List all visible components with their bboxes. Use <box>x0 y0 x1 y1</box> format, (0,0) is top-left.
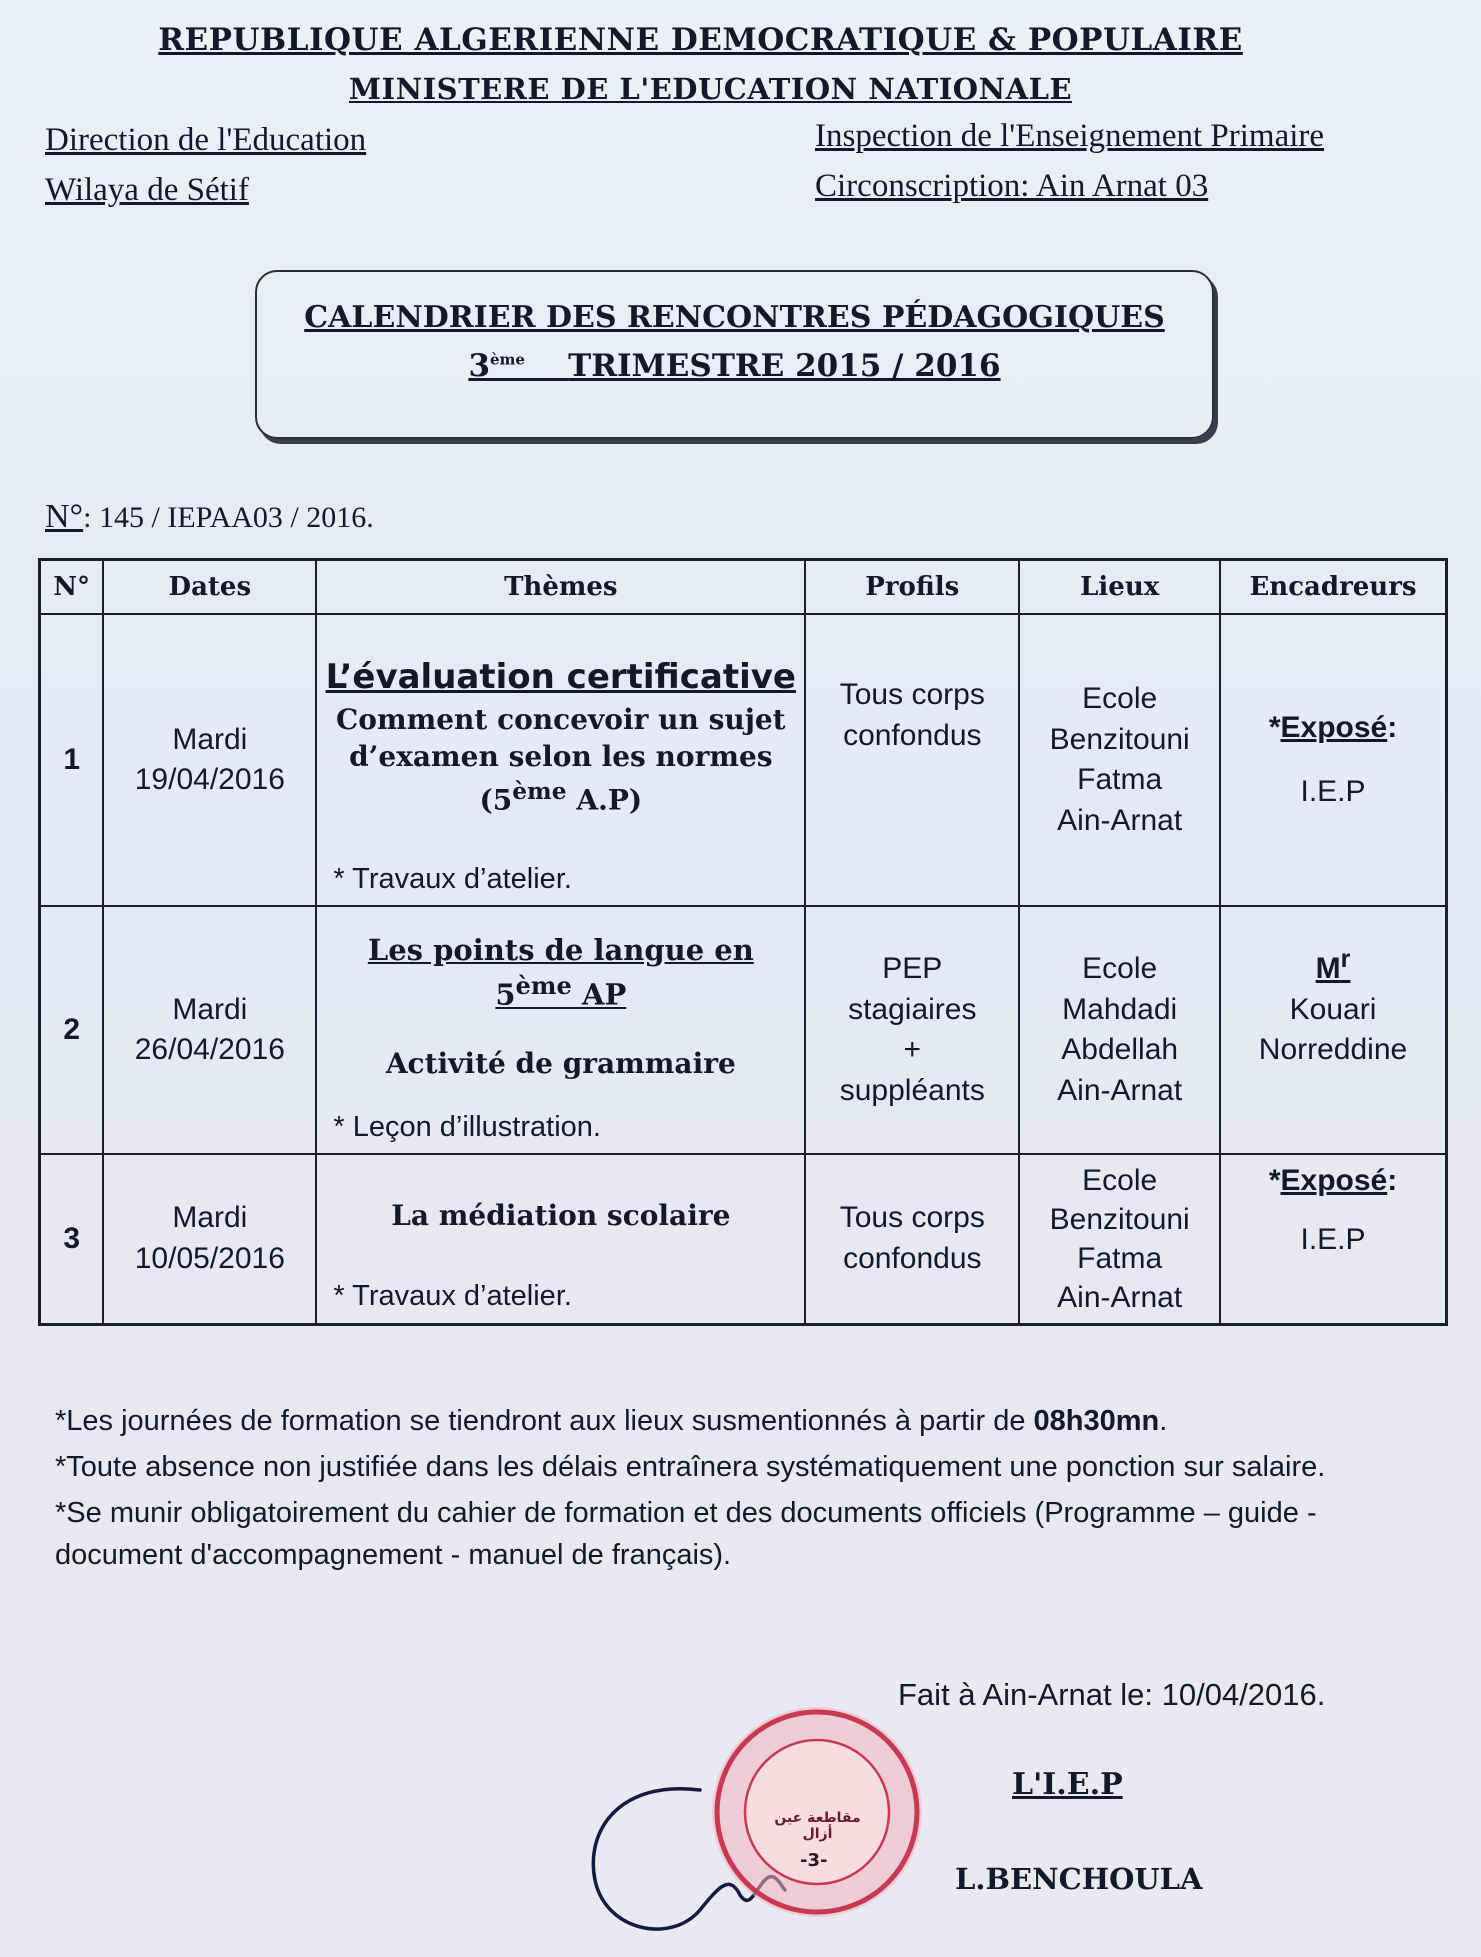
theme-sub-1: Comment concevoir un sujet <box>336 702 786 736</box>
theme-title-sup: ème <box>515 971 572 1001</box>
note-1 <box>55 1400 1435 1442</box>
row-encadreur <box>1220 614 1446 906</box>
lieu-line: Benzitouni <box>1049 1202 1190 1236</box>
row-day: Mardi <box>172 992 248 1026</box>
table-row <box>40 1154 1447 1324</box>
theme-sub-1: Activité de grammaire <box>385 1047 736 1081</box>
theme-note: * Travaux d’atelier. <box>333 1280 572 1313</box>
row-profil <box>805 614 1019 906</box>
lieu-line: Ecole <box>1082 952 1158 985</box>
place-date: Fait à Ain-Arnat le: 10/04/2016. <box>898 1677 1326 1712</box>
table-row <box>40 614 1447 906</box>
enc-label: Exposé <box>1280 1164 1388 1197</box>
enc-value: I.E.P <box>1300 1222 1366 1256</box>
stamp-text: مقاطعة عين أزال <box>774 1810 861 1842</box>
theme-sub-3 <box>325 776 796 819</box>
lieu-line: Ecole <box>1082 682 1158 715</box>
note-3: *Se munir obligatoirement du cahier de formation et des documents officiels (Programme – guide - document d'accompagnement - manuel de français). <box>55 1497 1317 1572</box>
row-date-value: 19/04/2016 <box>134 763 285 796</box>
row-lieu <box>1019 906 1220 1154</box>
profil-line: confondus <box>843 1241 982 1275</box>
enc-label: Exposé <box>1280 710 1388 744</box>
theme-title: La médiation scolaire <box>391 1198 731 1232</box>
stamp-number: -3- <box>800 1850 828 1871</box>
official-stamp <box>705 1700 930 1925</box>
enc-title-sup: r <box>1340 945 1351 973</box>
title-line-1: CALENDRIER DES RENCONTRES PÉDAGOGIQUES <box>304 300 1165 335</box>
theme-title: L’évaluation certificative <box>325 656 796 697</box>
lieu-line: Fatma <box>1077 763 1163 796</box>
lieu-line: Benzitouni <box>1049 722 1190 756</box>
lieu-line: Ain-Arnat <box>1057 803 1183 837</box>
title-box <box>255 270 1214 439</box>
reference-number <box>45 498 374 536</box>
header-wilaya: Wilaya de Sétif <box>45 172 249 208</box>
profil-line: stagiaires <box>848 992 977 1026</box>
lieu-line: Mahdadi <box>1062 992 1178 1026</box>
row-theme <box>316 1154 805 1324</box>
row-theme <box>316 906 805 1154</box>
note-1-end: . <box>1159 1405 1168 1437</box>
row-theme <box>316 614 805 906</box>
row-lieu <box>1019 1154 1220 1324</box>
profil-line: suppléants <box>839 1073 985 1107</box>
lieu-line: Ecole <box>1082 1163 1158 1197</box>
row-number: 3 <box>40 1154 104 1324</box>
theme-level-b: A.P) <box>566 783 643 817</box>
col-header-profils: Profils <box>805 560 1019 615</box>
row-date <box>103 906 316 1154</box>
reference-label: N° <box>45 498 84 535</box>
signatory-name: L.BENCHOULA <box>955 1862 1203 1896</box>
row-day: Mardi <box>172 1201 248 1235</box>
table-row <box>40 906 1447 1154</box>
header-circonscription: Circonscription: Ain Arnat 03 <box>815 168 1209 204</box>
theme-sub-2: d’examen selon les normes <box>349 740 773 774</box>
header-direction: Direction de l'Education <box>45 122 367 158</box>
profil-line: confondus <box>843 718 982 752</box>
note-2: *Toute absence non justifiée dans les délais entraînera systématiquement une ponction sur salaire. <box>55 1451 1326 1484</box>
enc-value: Norreddine <box>1258 1033 1408 1066</box>
note-1-text: *Les journées de formation se tiendront aux lieux susmentionnés à partir de <box>55 1405 1034 1437</box>
lieu-line: Abdellah <box>1061 1033 1179 1066</box>
header-ministry: MINISTERE DE L'EDUCATION NATIONALE <box>348 72 1073 106</box>
profil-line: PEP <box>882 952 943 985</box>
title-trimester-number: 3 <box>468 348 491 384</box>
signatory-title: L'I.E.P <box>1012 1767 1123 1802</box>
lieu-line: Ain-Arnat <box>1057 1280 1183 1314</box>
row-encadreur <box>1220 1154 1446 1324</box>
theme-title-a: Les points de langue en 5 <box>367 933 754 1012</box>
col-header-num: N° <box>40 560 104 615</box>
theme-title-b: AP <box>571 977 627 1012</box>
row-date <box>103 1154 316 1324</box>
header-inspection: Inspection de l'Enseignement Primaire <box>815 118 1325 154</box>
row-date-value: 26/04/2016 <box>134 1033 285 1066</box>
row-lieu <box>1019 614 1220 906</box>
col-header-themes: Thèmes <box>316 560 805 615</box>
enc-label-line: *Exposé: <box>1268 710 1398 744</box>
row-day: Mardi <box>172 722 248 756</box>
theme-level-a: (5 <box>479 783 513 817</box>
enc-title-m: M <box>1315 952 1341 985</box>
enc-value: I.E.P <box>1300 775 1366 808</box>
row-date <box>103 614 316 906</box>
row-profil <box>805 1154 1019 1324</box>
lieu-line: Fatma <box>1077 1241 1163 1275</box>
lieu-line: Ain-Arnat <box>1057 1073 1183 1107</box>
row-profil <box>805 906 1019 1154</box>
row-number: 2 <box>40 906 104 1154</box>
title-line-2 <box>257 348 1212 384</box>
header-republic: REPUBLIQUE ALGERIENNE DEMOCRATIQUE & POPULAIRE <box>158 22 1243 58</box>
theme-title <box>325 931 796 1015</box>
table-header-row <box>40 560 1447 615</box>
enc-value: Kouari <box>1289 992 1377 1026</box>
row-date-value: 10/05/2016 <box>134 1241 285 1275</box>
enc-title <box>1229 943 1437 990</box>
profil-line: Tous corps <box>839 678 985 711</box>
enc-label-line: *Exposé: <box>1268 1164 1398 1197</box>
col-header-lieux: Lieux <box>1019 560 1220 615</box>
row-number: 1 <box>40 614 104 906</box>
title-trimester-year: TRIMESTRE 2015 / 2016 <box>568 348 1001 384</box>
profil-line: + <box>903 1033 922 1066</box>
reference-value: : 145 / IEPAA03 / 2016. <box>83 501 374 534</box>
theme-level-sup: ème <box>512 777 567 806</box>
col-header-dates: Dates <box>103 560 316 615</box>
calendar-table <box>38 558 1448 1326</box>
theme-note: * Leçon d’illustration. <box>333 1110 601 1143</box>
note-1-time: 08h30mn <box>1033 1405 1160 1437</box>
profil-line: Tous corps <box>839 1201 985 1235</box>
col-header-encadreurs: Encadreurs <box>1220 560 1446 615</box>
notes-block <box>55 1400 1435 1580</box>
row-encadreur <box>1220 906 1446 1154</box>
theme-note: * Travaux d’atelier. <box>333 862 572 895</box>
title-trimester-sup: ème <box>490 350 525 369</box>
